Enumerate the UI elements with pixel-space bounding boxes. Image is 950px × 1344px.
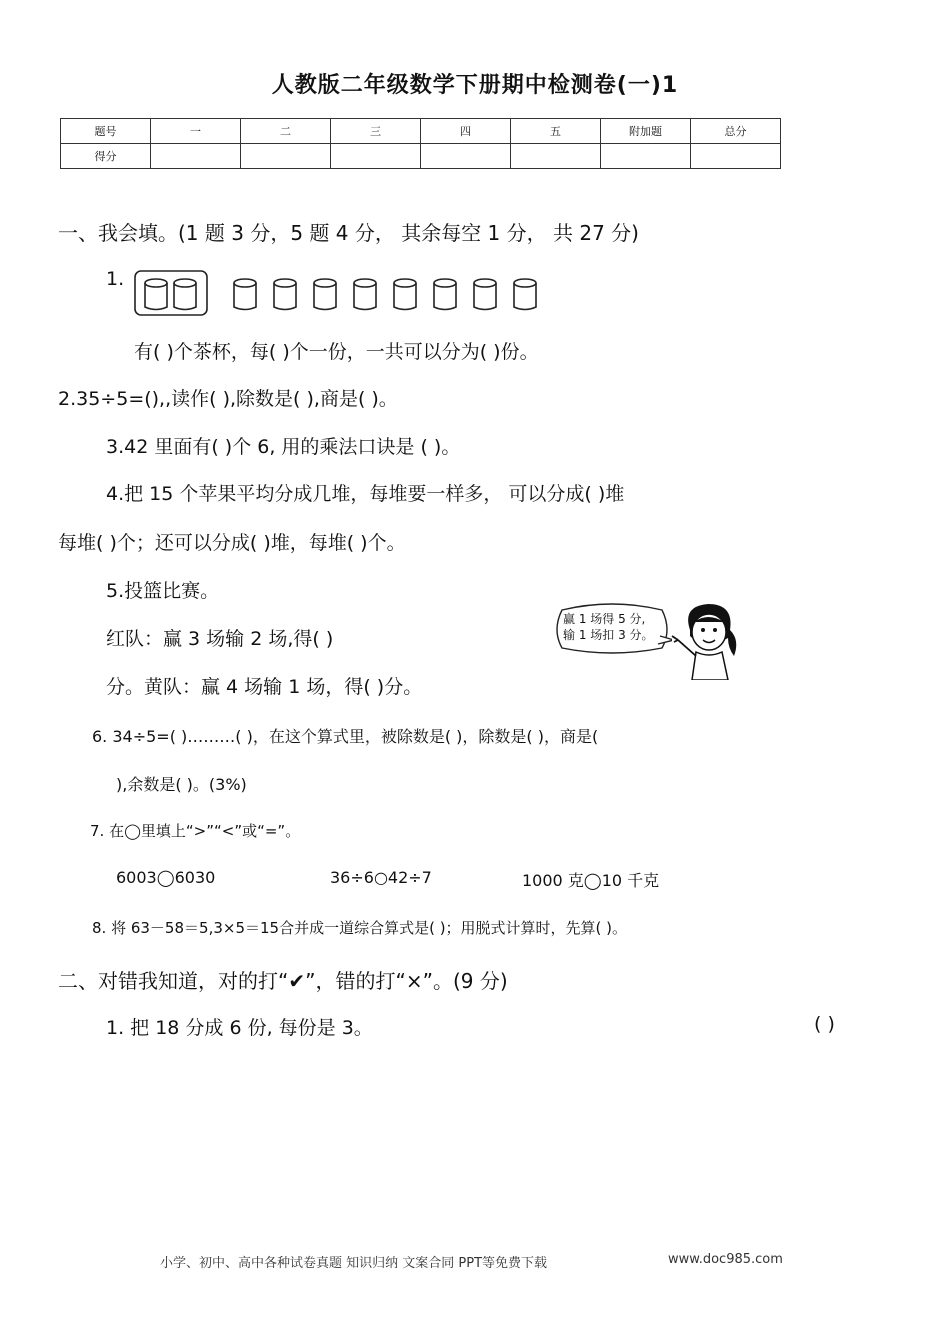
cup-icon: [314, 279, 336, 310]
cup-icon: [274, 279, 296, 310]
q1-number: 1.: [106, 268, 125, 290]
score-cell: 题号: [61, 119, 151, 144]
section1-heading: 一、我会填。(1 题 3 分，5 题 4 分， 其余每空 1 分， 共 27 分): [58, 221, 639, 245]
score-cell: 一: [151, 119, 241, 144]
cup-icon: [514, 279, 536, 310]
q4-line2: 每堆( )个；还可以分成( )堆，每堆( )个。: [58, 532, 406, 554]
speech-line-1: 赢 1 场得 5 分,: [563, 612, 646, 626]
girl-illustration: [668, 600, 750, 680]
q3-text: 3.42 里面有( )个 6, 用的乘法口诀是 ( )。: [106, 436, 461, 458]
score-cell: [511, 144, 601, 169]
speech-line-2: 输 1 场扣 3 分。: [563, 628, 654, 642]
score-cell: [421, 144, 511, 169]
cup-icon: [145, 279, 167, 310]
page-title: 人教版二年级数学下册期中检测卷(一)1: [271, 73, 679, 98]
cup-icon: [434, 279, 456, 310]
q4-line1: 4.把 15 个苹果平均分成几堆，每堆要一样多， 可以分成( )堆: [106, 483, 625, 505]
score-cell: [151, 144, 241, 169]
cup-icon: [394, 279, 416, 310]
score-cell: 附加题: [601, 119, 691, 144]
score-cell: 四: [421, 119, 511, 144]
footer-text: 小学、初中、高中各种试卷真题 知识归纳 文案合同 PPT等免费下载: [160, 1256, 548, 1271]
score-table-score-row: [61, 144, 781, 169]
score-cell: 得分: [61, 144, 151, 169]
answer-bracket: ( ): [814, 1013, 835, 1035]
q7-item-1: 6003◯6030: [116, 868, 216, 887]
score-cell: 二: [241, 119, 331, 144]
score-cell: [601, 144, 691, 169]
score-cell: [331, 144, 421, 169]
q5-title: 5.投篮比赛。: [106, 580, 220, 602]
speech-bubble-text: [563, 611, 654, 643]
q7-item-2: 36÷6○42÷7: [330, 868, 432, 887]
q5-line2: 分。黄队：赢 4 场输 1 场，得( )分。: [106, 676, 423, 698]
score-cell: [691, 144, 781, 169]
score-cell: [241, 144, 331, 169]
q6-line1: 6. 34÷5=( )………( )，在这个算式里，被除数是( )，除数是( )，商是(: [92, 727, 599, 746]
section2-heading: 二、对错我知道，对的打“✔”，错的打“×”。(9 分): [58, 969, 508, 993]
cup-icon: [474, 279, 496, 310]
cup-icon: [234, 279, 256, 310]
q6-line2: ),余数是( )。(3%): [116, 775, 247, 794]
score-cell: 五: [511, 119, 601, 144]
score-table: [60, 118, 781, 169]
score-cell: 三: [331, 119, 421, 144]
cup-icon: [354, 279, 376, 310]
q7-item-3: 1000 克◯10 千克: [522, 871, 660, 890]
section2-q1-text: 1. 把 18 分成 6 份, 每份是 3。: [106, 1017, 373, 1039]
score-table-header-row: [61, 119, 781, 144]
q7-title: 7. 在◯里填上“>”“<”或“=”。: [90, 822, 301, 840]
score-cell: 总分: [691, 119, 781, 144]
footer-link[interactable]: www.doc985.com: [668, 1252, 783, 1267]
q1-text: 有( )个茶杯，每( )个一份，一共可以分为( )份。: [134, 341, 539, 363]
cup-icon: [174, 279, 196, 310]
tea-cups-illustration: [134, 270, 544, 318]
q8-text: 8. 将 63－58＝5,3×5＝15合并成一道综合算式是( )；用脱式计算时，先算( )。: [92, 919, 628, 937]
q5-line1: 红队：赢 3 场输 2 场,得( ): [106, 628, 334, 650]
q2-text: 2.35÷5=(),,读作( ),除数是( ),商是( )。: [58, 388, 398, 410]
